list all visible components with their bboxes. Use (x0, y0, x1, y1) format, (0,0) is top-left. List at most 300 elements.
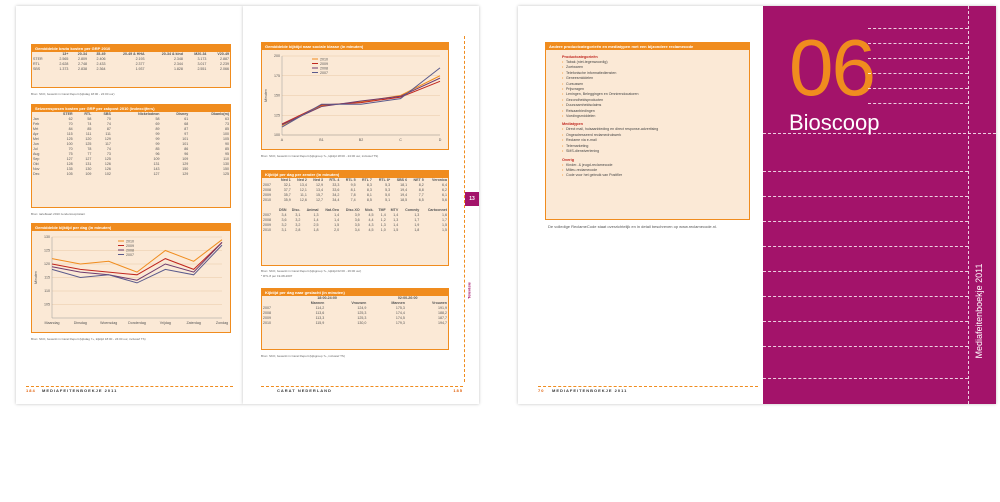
column-header: Ned 2 (297, 178, 307, 182)
table-cell: 131 (153, 162, 160, 166)
table-cell: 127 (153, 172, 160, 176)
table-cell: 73 (106, 152, 111, 156)
legend-label: 2007 (320, 70, 328, 75)
data-table (32, 52, 230, 72)
list-item: • Reclame via e-mail (562, 138, 743, 143)
table-cell: 89 (155, 127, 160, 131)
divider (763, 346, 968, 347)
table-cell: 1,4 (334, 213, 340, 217)
divider (868, 58, 968, 59)
table-cell: 85 (225, 147, 229, 151)
box-title: Andere productcategorieën en mediatypen met een bijzondere reclamecode (546, 43, 749, 50)
table-cell: 2.344 (173, 62, 183, 66)
table-cell: Dec (33, 172, 40, 176)
table-cell: 130 (223, 162, 229, 166)
legend-label: 2009 (126, 243, 134, 248)
column-header: Dkanlo(m) (211, 112, 229, 116)
table-cell: 175,3 (395, 306, 405, 310)
list-item: • Geneesmiddelen (562, 76, 743, 81)
table-cell: Jun (33, 142, 39, 146)
table-cell: 1,8 (414, 228, 420, 232)
list-item: • Milieu-reclamecode (562, 168, 743, 173)
column-header: NET 5 (413, 178, 424, 182)
table-cell: 111 (85, 132, 92, 136)
table-cell: 95 (225, 152, 229, 156)
divider (868, 88, 968, 89)
column-header: SBS 6 (396, 178, 408, 182)
x-tick-label: D (438, 138, 442, 142)
table-cell: 8,2 (418, 183, 424, 187)
table-cell: 124,9 (357, 306, 367, 310)
data-table (262, 208, 448, 233)
list-item: • SMS-dienstverlening (562, 149, 743, 154)
table-cell: 2,8 (295, 228, 301, 232)
y-tick-label: 105 (44, 302, 50, 307)
list-item: • Leningen, Beleggingen en Omnirendocatoren (562, 92, 743, 97)
table-cell: 1,3 (380, 223, 386, 227)
table-cell: 174,4 (395, 311, 405, 315)
table-cell: 58 (155, 117, 160, 121)
table-cell: 129 (104, 137, 111, 141)
page-footer (538, 386, 758, 394)
list-item: • Ongeadresseerd reclamedrukwerk (562, 133, 743, 138)
table-title: Kijktijd per dag per zender (in minuten) (262, 171, 448, 178)
footnote: De volledige ReclameCode staat overzichtelijk en in detail beschreven op www.reclamecode.nl. (548, 224, 717, 229)
category-items (562, 163, 743, 179)
table-cell: 174,5 (395, 316, 405, 320)
column-header: Disney (176, 112, 189, 116)
footer-title: MEDIAFEITENBOEKJE 2011 (552, 388, 628, 393)
table-cell: 12,1 (299, 188, 307, 192)
column-header: Nick. (364, 208, 374, 212)
table-cell: 96 (155, 152, 160, 156)
table-cell: 129 (182, 162, 189, 166)
column-header: Nat.Geo (325, 208, 340, 212)
table-cell: 101 (182, 142, 189, 146)
column-header: MTV (390, 208, 399, 212)
table-cell: Feb (33, 122, 40, 126)
table-cell: 8,5 (366, 198, 372, 202)
table-cell: 1,5 (393, 228, 399, 232)
chapter-tab-label: Televisie (466, 282, 472, 299)
table-cell: 2.348 (173, 57, 183, 61)
table-kosten-grp (31, 44, 231, 88)
series-line (282, 78, 440, 125)
list-item: • Reisaanbiedingen (562, 109, 743, 114)
table-cell: 1,4 (313, 218, 319, 222)
table-cell: 101 (182, 137, 189, 141)
y-tick-label: 125 (44, 248, 50, 253)
column-header: DSN (278, 208, 287, 212)
table-cell: 126 (104, 167, 111, 171)
table-cell: 12,6 (299, 198, 307, 202)
table-cell: 2.748 (77, 62, 87, 66)
table-cell: 97 (184, 132, 189, 136)
table-cell: 8,8 (418, 188, 424, 192)
divider (763, 321, 968, 322)
table-cell: 75 (68, 152, 73, 156)
table-cell: 70 (106, 117, 111, 121)
y-tick-label: 100 (274, 133, 280, 138)
reclamecode-box (545, 42, 750, 220)
list-item: • Telefonische informatiediensten (562, 71, 743, 76)
table-cell: 2.433 (96, 62, 106, 66)
column-header: Comedy (405, 208, 420, 212)
table-cell: 3.173 (197, 57, 207, 61)
table-cell: 1,5 (334, 223, 340, 227)
table-cell: 19,4 (400, 188, 408, 192)
x-tick-label: Woensdag (100, 321, 118, 325)
table-cell: 2,0 (334, 228, 340, 232)
table-cell: 3,4 (354, 228, 360, 232)
source-note: Bron: SKO, bewerkt in Carat Report (kijkgroep 7+, inclusief TS) (261, 354, 345, 358)
table-cell: 1.937 (135, 67, 145, 71)
column-header: Vrouwen (351, 301, 367, 305)
table-cell: 69 (155, 122, 160, 126)
table-cell: 11,1 (300, 193, 307, 197)
table-cell: 126 (104, 162, 111, 166)
chart-kijktijd-dag-box (31, 223, 231, 333)
column-header: RTL 7 (362, 178, 372, 182)
table-cell: 1,9 (414, 223, 420, 227)
table-cell: 100 (223, 132, 229, 136)
table-cell: Mei (33, 137, 39, 141)
column-header: Mannen (391, 301, 405, 305)
table-cell: 32,1 (283, 183, 291, 187)
table-cell: 2.193 (135, 57, 145, 61)
table-cell: 9,5 (350, 183, 356, 187)
footnote: * RTL 8 per 19-08-2007 (261, 274, 293, 278)
table-cell: 85 (87, 127, 92, 131)
table-cell: 77 (87, 152, 92, 156)
table-cell: Mrt (33, 127, 39, 131)
table-cell: 4,3 (368, 223, 374, 227)
y-axis-label: Minuten (264, 89, 268, 102)
data-table (262, 178, 448, 203)
table-cell: 74 (106, 122, 111, 126)
table-cell: 187,7 (438, 316, 447, 320)
footer-title: MEDIAFEITENBOEKJE 2011 (42, 388, 118, 393)
table-cell: 109 (182, 157, 189, 161)
legend-label: 2008 (126, 248, 134, 253)
table-cell: 2008 (263, 188, 271, 192)
table-cell: 3,5 (354, 223, 360, 227)
table-cell: STER (33, 57, 43, 61)
column-header: RTL (84, 112, 92, 116)
table-cell: 113,3 (315, 316, 325, 320)
legend-label: 2010 (126, 239, 134, 244)
table-cell: 12,9 (316, 183, 324, 187)
table-cell: 105 (223, 137, 229, 141)
table-cell: 33,3 (332, 183, 340, 187)
x-tick-label: Donderdag (128, 321, 146, 325)
category-items (562, 60, 743, 119)
table-row (32, 67, 230, 72)
list-item: • Cursussen (562, 82, 743, 87)
table-cell: 125 (104, 157, 111, 161)
table-geslacht (261, 288, 449, 350)
table-cell: 7,7 (418, 193, 424, 197)
left-page (16, 6, 243, 404)
table-cell: 13,4 (299, 183, 307, 187)
table-cell: 127 (66, 157, 73, 161)
table-cell: 13,4 (316, 188, 324, 192)
table-cell: 191,9 (438, 306, 447, 310)
divider (763, 196, 968, 197)
y-tick-label: 125 (274, 113, 280, 118)
table-cell: 33,6 (332, 188, 340, 192)
column-header: Veronica (432, 178, 447, 182)
table-cell: 2.628 (59, 62, 69, 66)
table-seizoen (31, 104, 231, 208)
table-cell: 125 (223, 172, 229, 176)
table-cell: 1,4 (334, 218, 340, 222)
category-heading: Overig (562, 157, 575, 162)
table-cell: 130,0 (357, 321, 367, 325)
table-cell: 2.809 (77, 57, 87, 61)
category-heading: Mediatypen (562, 122, 583, 127)
table-cell: 12,7 (316, 198, 324, 202)
table-cell: 74 (87, 122, 92, 126)
table-cell: 1,6 (442, 213, 447, 217)
right-page (518, 6, 996, 404)
table-cell: 1,5 (442, 228, 447, 232)
divider (763, 296, 968, 297)
table-cell: 85 (225, 127, 229, 131)
table-cell: RTL (33, 62, 40, 66)
x-tick-label: B1 (319, 138, 324, 142)
table-cell: 35,7 (283, 193, 291, 197)
table-cell: 1,8 (313, 228, 319, 232)
table-row (262, 228, 448, 233)
page-footer (261, 386, 463, 394)
column-group: 18:00-24:00 (317, 296, 337, 300)
table-cell: 19,4 (400, 193, 408, 197)
table-cell: 117 (105, 142, 111, 146)
column-header: Mannen (310, 301, 325, 305)
table-cell: Jul (33, 147, 38, 151)
table-cell: Apr (33, 132, 39, 136)
table-cell: 105 (66, 172, 73, 176)
column-header: 20-34 (77, 52, 87, 56)
table-cell: 74 (106, 147, 111, 151)
x-tick-label: Zondag (215, 321, 229, 325)
chart-kijktijd-dag (32, 231, 230, 332)
footer-title: CARAT NEDERLAND (277, 388, 332, 393)
divider (763, 378, 968, 379)
table-cell: 113,6 (315, 311, 325, 315)
table-cell: 3,1 (295, 213, 301, 217)
table-cell: 61 (184, 117, 189, 121)
table-cell: 2009 (263, 316, 271, 320)
y-tick-label: 175 (274, 73, 280, 78)
table-cell: 2010 (263, 198, 271, 202)
x-tick-label: C (399, 138, 402, 142)
list-item: • Code voor het gebruik van Postfiler (562, 173, 743, 178)
table-cell: 129 (182, 172, 189, 176)
table-cell: 150 (182, 167, 189, 171)
table-cell: 125,3 (357, 316, 367, 320)
table-title: Gemiddelde bruto kosten per GRP 2010 (32, 45, 230, 52)
table-cell: 2.377 (135, 62, 145, 66)
list-item: • Tabak (niet-tegenwoordig) (562, 60, 743, 65)
x-tick-label: Dinsdag (73, 321, 87, 325)
column-header: Ned 1 (280, 178, 291, 182)
table-cell: 1,3 (393, 218, 399, 222)
table-cell: 1,5 (442, 223, 447, 227)
table-cell: 58 (87, 117, 92, 121)
table-cell: 127 (85, 157, 92, 161)
column-header: 20-34 & kind (161, 52, 183, 56)
table-cell: 2.887 (220, 57, 229, 61)
table-cell: 179,3 (395, 321, 405, 325)
table-cell: 87 (184, 127, 189, 131)
legend-label: 2007 (126, 252, 134, 257)
table-cell: 87 (106, 127, 111, 131)
table-cell: 96 (184, 152, 189, 156)
table-cell: 8,1 (366, 193, 372, 197)
column-group: 02:00-26:00 (397, 296, 418, 300)
table-cell: 5,1 (385, 198, 391, 202)
divider (868, 103, 968, 104)
divider (868, 28, 968, 29)
x-tick-label: Zaterdag (186, 321, 201, 325)
table-cell: 5,3 (385, 183, 391, 187)
table-cell: 115,9 (315, 321, 325, 325)
table-cell: 6,5 (418, 198, 424, 202)
table-cell: 34,2 (332, 193, 340, 197)
table-cell: 4,4 (368, 218, 374, 222)
table-title: Seizoensposen kosten per GRP per zakpost 2010 (indexcijfers) (32, 105, 230, 112)
chapter-title: Bioscoop (789, 110, 880, 135)
chapter-tab-number: 13 (469, 196, 475, 202)
column-header: RTL 5 (345, 178, 356, 182)
table-cell: 2.551 (197, 67, 207, 71)
column-header: STER (63, 112, 73, 116)
y-tick-label: 110 (44, 289, 50, 294)
middle-page (243, 6, 479, 404)
y-tick-label: 200 (274, 54, 280, 59)
data-table (32, 112, 230, 177)
table-cell: 2.406 (96, 57, 106, 61)
list-item: • Zoetwaren (562, 65, 743, 70)
table-cell: 1.373 (59, 67, 69, 71)
source-note: Bron: SKO, bewerkt in Carat Report (kijkdag 18:00 - 24:00 uur) (31, 92, 115, 96)
table-cell: 2.838 (77, 67, 87, 71)
table-cell: 63 (225, 117, 229, 121)
divider (868, 43, 968, 44)
column-header: Cartoonnet (427, 208, 447, 212)
list-item: • Duurzaamheidsclaims (562, 103, 743, 108)
x-tick-label: B2 (358, 138, 364, 142)
table-cell: 2010 (263, 228, 271, 232)
table-cell: 3,6 (354, 218, 360, 222)
table-cell: Aug (33, 152, 40, 156)
y-tick-label: 120 (44, 262, 50, 267)
legend-label: 2010 (320, 57, 328, 62)
table-cell: 35,9 (283, 198, 291, 202)
chart-title: Gemiddelde kijktijd naar sociale klasse (in minuten) (262, 43, 448, 50)
table-cell: 2,5 (313, 223, 319, 227)
table-cell: 188,2 (438, 311, 447, 315)
table-cell: 1,4 (393, 213, 399, 217)
y-axis-label: Minuten (34, 271, 38, 284)
table-cell: 7,8 (350, 193, 356, 197)
edge-dashes (464, 36, 465, 382)
list-item: • Kinder- & jeugd-reclamecode (562, 163, 743, 168)
table-cell: 120 (85, 137, 92, 141)
x-tick-label: Maandag (44, 321, 60, 325)
table-zender (261, 170, 449, 266)
table-cell: 73 (225, 122, 229, 126)
column-header: M20-34 (194, 52, 207, 56)
table-cell: 78 (87, 147, 92, 151)
series-line (282, 68, 440, 127)
table-cell: 102 (104, 172, 111, 176)
column-header: RTL 8* (378, 178, 391, 182)
table-cell: 18,5 (400, 198, 408, 202)
column-header: RTL 4 (329, 178, 340, 182)
table-cell: 2009 (263, 193, 271, 197)
chart-sociale-klasse (262, 50, 448, 149)
table-cell: 5,6 (442, 198, 447, 202)
table-cell: 2007 (263, 306, 271, 310)
page-number: 184 (26, 388, 36, 393)
legend-label: 2008 (320, 66, 328, 71)
table-cell: 4,5 (368, 213, 374, 217)
table-cell: 2.239 (220, 62, 229, 66)
table-cell: 1,7 (414, 218, 420, 222)
category-list (546, 50, 749, 179)
table-cell: 90 (225, 142, 229, 146)
source-note: Bron: SKO, bewerkt in Carat Report (kijkdag 7+, kijktijd 18:00 - 24:00 uur, inclusief TS) (31, 337, 146, 341)
divider (763, 133, 996, 134)
table-cell: 111 (105, 132, 111, 136)
y-tick-label: 130 (44, 235, 50, 240)
category-items (562, 127, 743, 154)
column-header: 35-49 (96, 52, 106, 56)
table-cell: 125,3 (357, 311, 367, 315)
table-cell: 128 (66, 162, 73, 166)
table-cell: 109 (85, 172, 92, 176)
table-cell: 15,7 (316, 193, 324, 197)
divider (763, 221, 968, 222)
column-header: Vrouwen (432, 301, 447, 305)
list-item: • Prijsvragen (562, 87, 743, 92)
list-item: • Voedingsmiddelen (562, 114, 743, 119)
table-cell: 70 (68, 147, 73, 151)
chapter-panel (763, 6, 996, 404)
table-cell: 109 (153, 157, 160, 161)
table-cell: 110 (223, 157, 229, 161)
table-cell: 114,2 (315, 306, 325, 310)
table-cell: 125 (66, 137, 73, 141)
table-cell: 1,3 (414, 213, 420, 217)
x-tick-label: A (280, 138, 284, 142)
column-header: 20-49 & HHA (122, 52, 145, 56)
table-cell: 2007 (263, 213, 271, 217)
vertical-label: Mediafeitenboekje 2011 (974, 263, 984, 359)
table-cell: 2.565 (59, 57, 69, 61)
table-cell: 84 (68, 127, 73, 131)
column-header: Ned 3 (313, 178, 324, 182)
divider (763, 271, 968, 272)
table-cell: 1,3 (313, 213, 319, 217)
table-cell: 62 (68, 117, 73, 121)
table-cell: 1,2 (380, 218, 386, 222)
table-cell: 1.828 (173, 67, 183, 71)
table-cell: 2008 (263, 218, 271, 222)
